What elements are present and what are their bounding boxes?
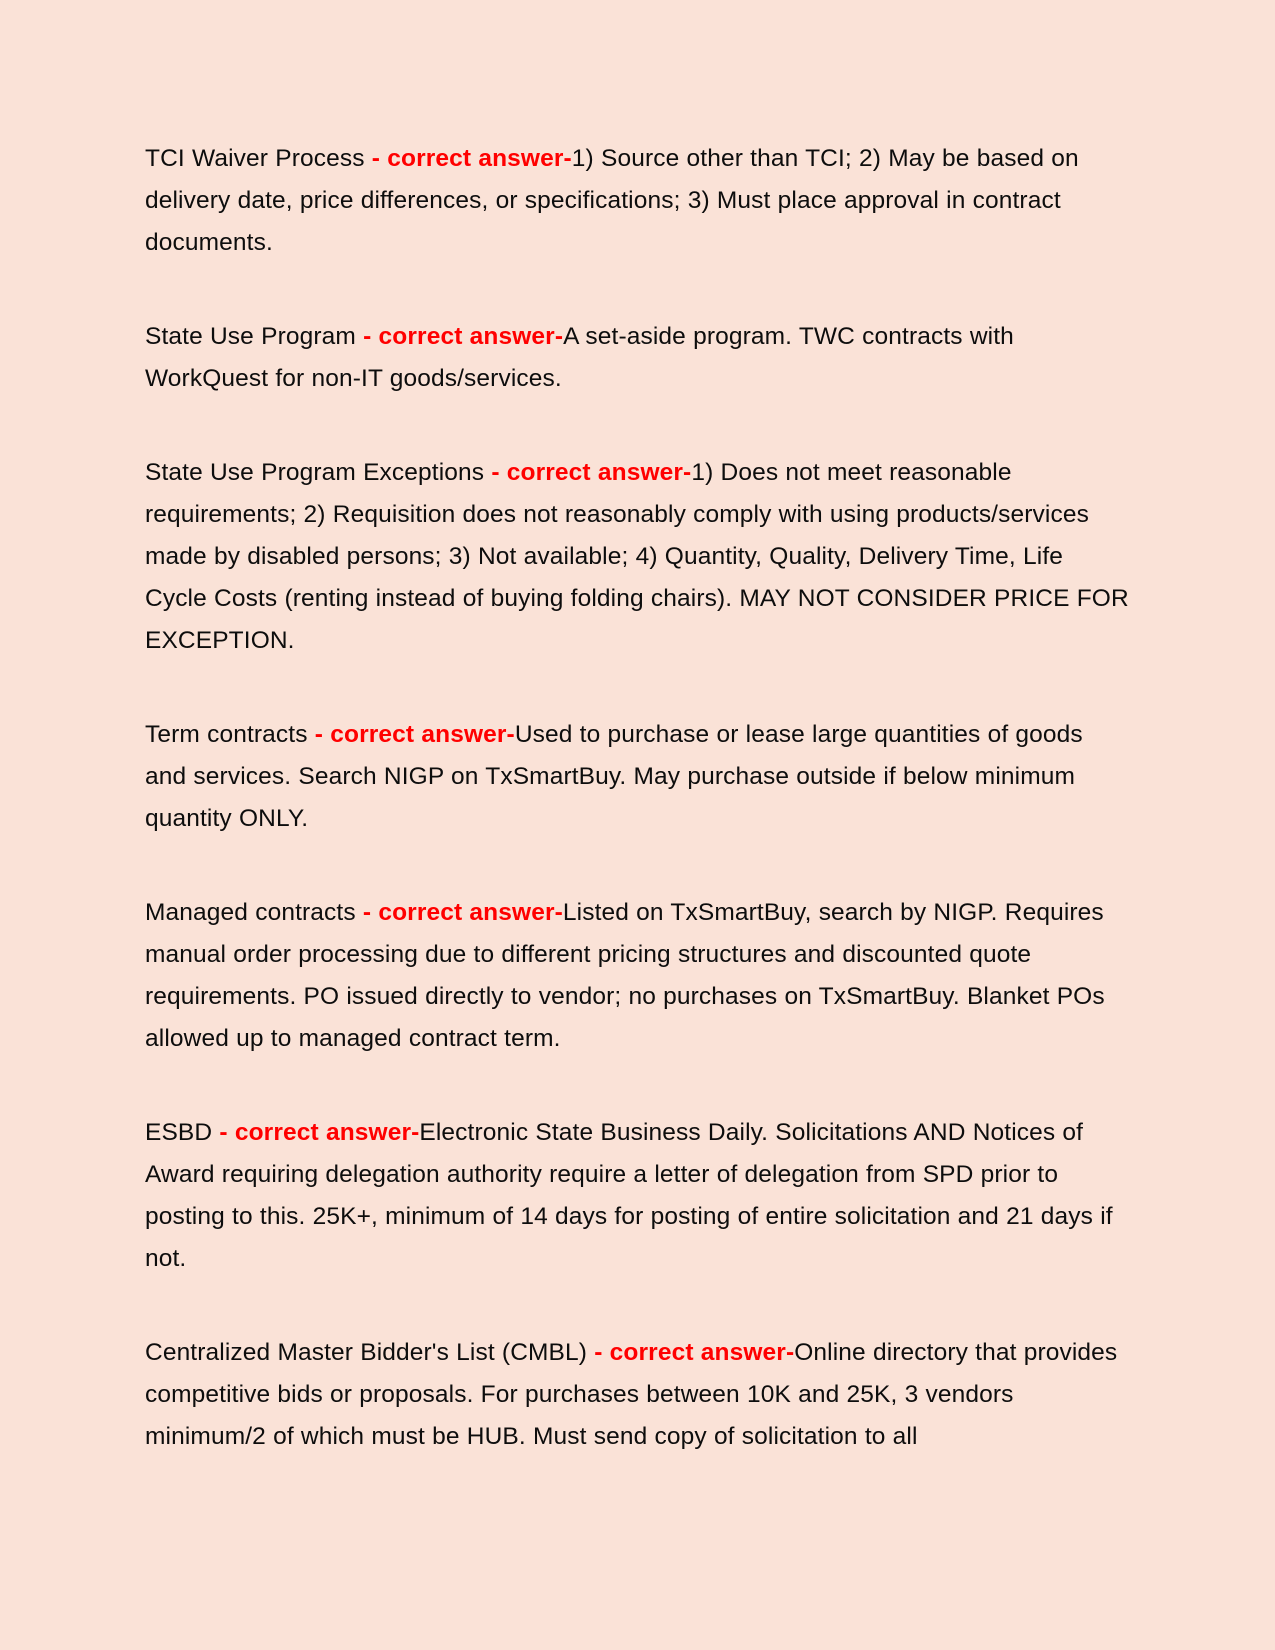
correct-answer-marker: - correct answer- — [371, 145, 572, 172]
qa-entry-term-contracts — [145, 714, 1130, 840]
qa-entry-cmbl — [145, 1332, 1130, 1458]
answer-text: 1) Does not meet reasonable requirements; 2) Requisition does not reasonably comply with using products/services made by disabled persons; 3) Not available; 4) Quantity, Quality, Delivery Time, Life Cycle Costs (renting instead of buying folding chairs). MAY NOT CONSIDER PRICE FOR EXCEPTION. — [145, 459, 1129, 654]
correct-answer-marker: - correct answer- — [219, 1119, 420, 1146]
answer-text: 1) Source other than TCI; 2) May be based on delivery date, price differences, or specifications; 3) Must place approval in contract documents. — [145, 145, 1079, 256]
qa-entry-esbd — [145, 1112, 1130, 1280]
term-label: TCI Waiver Process — [145, 145, 372, 172]
qa-entry-tci-waiver-process — [145, 138, 1130, 264]
qa-entry-state-use-program-exceptions — [145, 452, 1130, 662]
term-label: State Use Program — [145, 323, 364, 350]
term-label: Managed contracts — [145, 899, 363, 926]
qa-entry-managed-contracts — [145, 892, 1130, 1060]
answer-text: Electronic State Business Daily. Solicitations AND Notices of Award requiring delegation authority require a letter of delegation from SPD prior to posting to this. 25K+, minimum of 14 days for posting of entire solicitation and 21 days if not. — [145, 1119, 1113, 1272]
qa-entry-state-use-program — [145, 316, 1130, 400]
correct-answer-marker: - correct answer- — [363, 323, 564, 350]
answer-text: A set-aside program. TWC contracts with WorkQuest for non-IT goods/services. — [145, 323, 1014, 392]
correct-answer-marker: - correct answer- — [314, 721, 515, 748]
term-label: Centralized Master Bidder's List (CMBL) — [145, 1339, 595, 1366]
correct-answer-marker: - correct answer- — [594, 1339, 795, 1366]
correct-answer-marker: - correct answer- — [491, 459, 692, 486]
answer-text: Listed on TxSmartBuy, search by NIGP. Requires manual order processing due to different pricing structures and discounted quote requirements. PO issued directly to vendor; no purchases on TxSmartBuy. Blanket POs allowed up to managed contract term. — [145, 899, 1105, 1052]
term-label: ESBD — [145, 1119, 220, 1146]
answer-text: Used to purchase or lease large quantities of goods and services. Search NIGP on TxSmartBuy. May purchase outside if below minimum quantity ONLY. — [145, 721, 1083, 832]
answer-text: Online directory that provides competitive bids or proposals. For purchases between 10K and 25K, 3 vendors minimum/2 of which must be HUB. Must send copy of solicitation to all — [145, 1339, 1118, 1450]
correct-answer-marker: - correct answer- — [362, 899, 563, 926]
term-label: Term contracts — [145, 721, 315, 748]
term-label: State Use Program Exceptions — [145, 459, 492, 486]
